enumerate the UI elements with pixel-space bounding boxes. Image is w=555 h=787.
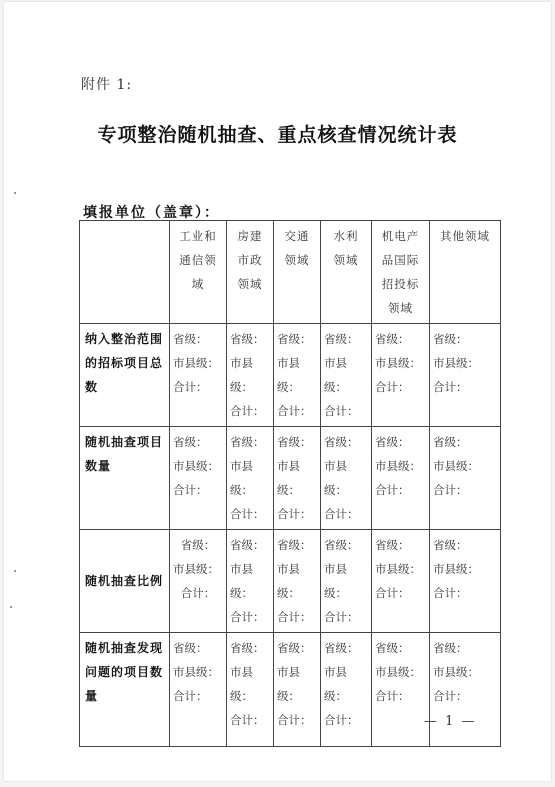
- table-cell: [321, 427, 372, 530]
- cell-line: 合计：: [375, 483, 410, 497]
- cell-line: 合计：: [230, 404, 265, 418]
- cell-line: 级：: [277, 380, 300, 394]
- cell-line: 市县级：: [433, 562, 479, 576]
- col-header-line: 招投标: [381, 277, 420, 291]
- header-row: [80, 221, 501, 324]
- col-header-line: 机电产: [381, 229, 420, 243]
- col-header-line: 域: [191, 277, 205, 291]
- cell-line: 合计：: [433, 586, 468, 600]
- cell-line: 市县: [324, 356, 347, 370]
- cell-line: 市县: [324, 459, 347, 473]
- cell-line: 合计：: [230, 713, 265, 727]
- col-header-line: 领域: [284, 253, 310, 267]
- table-cell: [372, 427, 430, 530]
- table-cell: [227, 324, 274, 427]
- table-cell: [372, 633, 430, 747]
- cell-line: 省级：: [324, 641, 359, 655]
- cell-line: 合计：: [433, 689, 468, 703]
- cell-line: 省级：: [173, 435, 208, 449]
- col-header-water: [321, 221, 372, 324]
- table-row: [80, 633, 501, 747]
- cell-line: 合计：: [277, 713, 312, 727]
- cell-line: 市县级：: [173, 459, 219, 473]
- cell-line: 省级：: [230, 641, 265, 655]
- table-row: [80, 324, 501, 427]
- col-header-line: 领域: [237, 277, 263, 291]
- cell-line: 合计：: [375, 380, 410, 394]
- row-header: [80, 633, 170, 747]
- cell-line: 级：: [324, 689, 347, 703]
- attachment-label: 附件 1:: [81, 77, 133, 93]
- table-cell: [430, 633, 501, 747]
- cell-line: 省级：: [375, 332, 410, 346]
- table-cell: [274, 427, 321, 530]
- row-header-line: 量: [85, 689, 99, 703]
- row-header-line: 随机抽查发现: [85, 641, 164, 655]
- cell-line: 省级：: [433, 538, 468, 552]
- cell-line: 级：: [277, 689, 300, 703]
- col-header-line: 领域: [333, 253, 359, 267]
- row-header-line: 数: [85, 380, 99, 394]
- row-header-line: 纳入整治范围: [85, 332, 164, 346]
- cell-line: 市县: [277, 665, 300, 679]
- col-header-line: 房建: [237, 229, 263, 243]
- document-page: [4, 2, 551, 781]
- cell-line: 合计：: [433, 380, 468, 394]
- table-cell: [170, 324, 227, 427]
- table-row: [80, 530, 501, 633]
- cell-line: 市县级：: [375, 665, 421, 679]
- cell-line: 省级：: [230, 435, 265, 449]
- cell-line: 级：: [324, 483, 347, 497]
- cell-line: 合计：: [375, 689, 410, 703]
- cell-line: 合计：: [230, 610, 265, 624]
- row-header-line: 数量: [85, 459, 112, 473]
- cell-line: 合计：: [173, 689, 208, 703]
- cell-line: 省级：: [375, 435, 410, 449]
- cell-line: 省级：: [173, 641, 208, 655]
- row-header-line: 问题的项目数: [85, 665, 164, 679]
- cell-line: 合计：: [180, 586, 216, 600]
- cell-line: 合计：: [173, 483, 208, 497]
- cell-line: 合计：: [324, 507, 359, 521]
- cell-line: 级：: [277, 483, 300, 497]
- cell-line: 市县: [324, 562, 347, 576]
- cell-line: 市县: [230, 356, 253, 370]
- table-cell: [274, 530, 321, 633]
- cell-line: 市县级：: [173, 356, 219, 370]
- table-cell: [321, 633, 372, 747]
- table-row: [80, 427, 501, 530]
- cell-line: 市县: [230, 562, 253, 576]
- cell-line: 市县: [277, 356, 300, 370]
- unit-label: 填报单位（盖章）：: [83, 205, 220, 221]
- col-header-line: 领域: [388, 301, 413, 315]
- cell-line: 市县级：: [433, 665, 479, 679]
- cell-line: 市县: [324, 665, 347, 679]
- row-header: [80, 427, 170, 530]
- table-cell: [274, 633, 321, 747]
- cell-line: 省级：: [375, 641, 410, 655]
- cell-line: 级：: [230, 380, 253, 394]
- scan-speck: [14, 570, 16, 572]
- col-header-other: [430, 221, 501, 324]
- cell-line: 市县: [230, 459, 253, 473]
- cell-line: 合计：: [277, 507, 312, 521]
- cell-line: 合计：: [324, 404, 359, 418]
- col-header-transport: [274, 221, 321, 324]
- table-cell: [227, 633, 274, 747]
- table-cell: [227, 530, 274, 633]
- cell-line: 级：: [230, 483, 253, 497]
- cell-line: 合计：: [277, 404, 312, 418]
- cell-line: 市县: [277, 459, 300, 473]
- cell-line: 省级：: [277, 538, 312, 552]
- cell-line: 合计：: [375, 586, 410, 600]
- cell-line: 省级：: [433, 641, 468, 655]
- cell-line: 市县级：: [375, 356, 421, 370]
- col-header-construction: [227, 221, 274, 324]
- page-number: — 1 —: [424, 714, 477, 729]
- col-header-electromech: [372, 221, 430, 324]
- cell-line: 级：: [230, 586, 253, 600]
- cell-line: 级：: [324, 380, 347, 394]
- row-header-line: 的招标项目总: [85, 356, 164, 370]
- cell-line: 省级：: [324, 435, 359, 449]
- cell-line: 合计：: [173, 380, 208, 394]
- cell-line: 合计：: [324, 610, 359, 624]
- cell-line: 合计：: [277, 610, 312, 624]
- scan-speck: [10, 606, 12, 608]
- cell-line: 市县级：: [173, 562, 219, 576]
- cell-line: 省级：: [277, 641, 312, 655]
- col-header-line: 品国际: [381, 253, 420, 267]
- cell-line: 级：: [230, 689, 253, 703]
- table-cell: [430, 530, 501, 633]
- table-cell: [170, 530, 227, 633]
- table-cell: [227, 427, 274, 530]
- cell-line: 省级：: [230, 332, 265, 346]
- cell-line: 省级：: [433, 332, 468, 346]
- page-title: 专项整治随机抽查、重点核查情况统计表: [97, 124, 458, 146]
- cell-line: 省级：: [180, 538, 216, 552]
- cell-line: 省级：: [433, 435, 468, 449]
- cell-line: 级：: [324, 586, 347, 600]
- col-header-industry: [170, 221, 227, 324]
- cell-line: 合计：: [324, 713, 359, 727]
- col-header-line: 市政: [237, 253, 263, 267]
- table-cell: [430, 324, 501, 427]
- row-header-line: 随机抽查比例: [85, 574, 164, 588]
- table-cell: [170, 427, 227, 530]
- row-header: [80, 324, 170, 427]
- col-header-line: 水利: [333, 229, 359, 243]
- row-header: [80, 530, 170, 633]
- statistics-table: [79, 220, 501, 747]
- table-cell: [321, 530, 372, 633]
- col-header-line: 交通: [284, 229, 310, 243]
- cell-line: 市县级：: [375, 562, 421, 576]
- table-cell: [430, 427, 501, 530]
- cell-line: 省级：: [324, 332, 359, 346]
- cell-line: 省级：: [277, 332, 312, 346]
- cell-line: 合计：: [433, 483, 468, 497]
- cell-line: 省级：: [173, 332, 208, 346]
- scan-speck: [14, 192, 16, 194]
- table-cell: [321, 324, 372, 427]
- row-header-line: 随机抽查项目: [85, 435, 164, 449]
- cell-line: 市县: [230, 665, 253, 679]
- cell-line: 市县: [277, 562, 300, 576]
- col-header-line: 工业和: [179, 229, 217, 243]
- table-cell: [372, 530, 430, 633]
- cell-line: 合计：: [230, 507, 265, 521]
- table-cell: [170, 633, 227, 747]
- header-corner: [80, 221, 170, 324]
- cell-line: 省级：: [230, 538, 265, 552]
- col-header-line: 其他领域: [440, 229, 490, 243]
- cell-line: 省级：: [375, 538, 410, 552]
- cell-line: 省级：: [324, 538, 359, 552]
- table-cell: [274, 324, 321, 427]
- cell-line: 市县级：: [375, 459, 421, 473]
- cell-line: 市县级：: [433, 356, 479, 370]
- cell-line: 级：: [277, 586, 300, 600]
- cell-line: 市县级：: [433, 459, 479, 473]
- cell-line: 市县级：: [173, 665, 219, 679]
- cell-line: 省级：: [277, 435, 312, 449]
- col-header-line: 通信领: [179, 253, 217, 267]
- table-cell: [372, 324, 430, 427]
